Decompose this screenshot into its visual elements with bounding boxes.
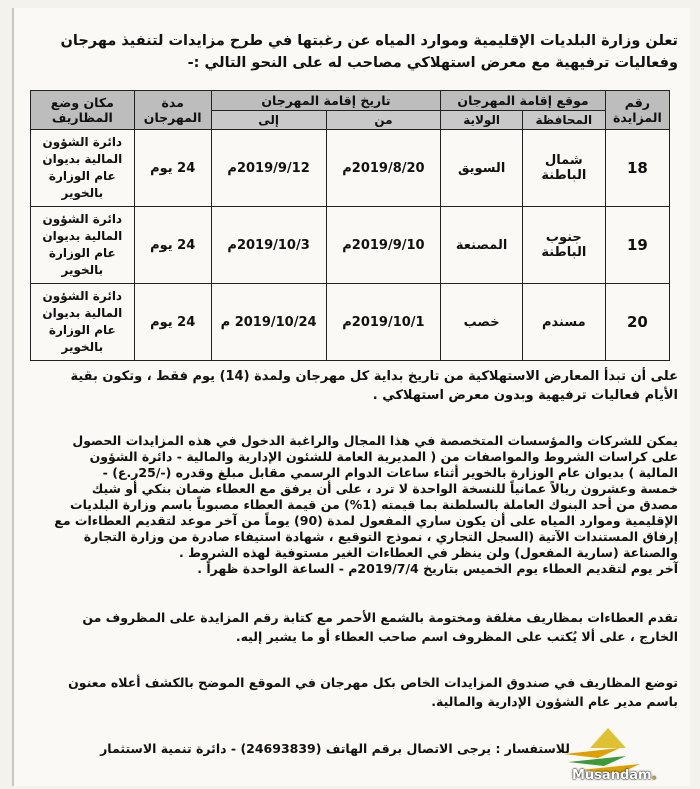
- text-line: توضع المظاريف في صندوق المزايدات الخاص بكل مهرجان في الموقع الموضح بالكشف أعلاه معنون: [68, 675, 678, 690]
- cell-governorate: جنوب الباطنة: [522, 207, 605, 284]
- cell-duration: 24 يوم: [134, 207, 211, 284]
- cell-place: دائرة الشؤون المالية بديوان عام الوزارة بالخوير: [31, 130, 135, 207]
- cell-to: 2019/10/3م: [211, 207, 326, 284]
- cell-governorate: شمال الباطنة: [522, 130, 605, 207]
- table-row: [31, 284, 670, 361]
- header-to: إلى: [211, 111, 326, 130]
- header-location: موقع إقامة المهرجان: [441, 91, 605, 111]
- header-submission-place: مكان وضع المظاريف: [31, 91, 135, 130]
- text-line: الخارج ، على ألا يُكتب على المظروف اسم صاحب العطاء أو ما يشير إليه.: [235, 629, 678, 644]
- text-line: إرفاق المستندات الآتية (السجل التجاري ، نموذج التوقيع ، شهادة استيفاء صادرة من وزارة التجارة: [83, 529, 678, 544]
- header-duration: مدة المهرجان: [134, 91, 211, 130]
- cell-number: 20: [605, 284, 669, 361]
- cell-number: 18: [605, 130, 669, 207]
- table-row: [31, 130, 670, 207]
- text-line: على كراسات الشروط والمواصفات من ( المديرية العامة للشئون الإدارية والمالية - دائرة الشؤون: [89, 449, 678, 464]
- contact-line: للاستفسار : يرجى الاتصال برقم الهاتف (24693839) - دائرة تنمية الاستثمار: [100, 741, 570, 756]
- conditions-paragraph: [42, 433, 678, 577]
- cell-duration: 24 يوم: [134, 130, 211, 207]
- deadline-line: آخر يوم لتقديم العطاء يوم الخميس بتاريخ 2019/7/4م - الساعة الواحدة ظهراً .: [197, 561, 678, 576]
- text-line: الإقليمية وموارد المياه على أن يكون ساري المفعول لمدة (90) يوماً من آخر موعد لتقديم العطاءات مع: [54, 513, 678, 528]
- auction-table: [30, 90, 670, 361]
- text-line: والصناعة (سارية المفعول) ولن ينظر في العطاءات الغير مستوفية لهذه الشروط .: [179, 545, 678, 560]
- header-number: رقم المزايدة: [605, 91, 669, 130]
- cell-wilayat: المصنعة: [441, 207, 523, 284]
- text-line: خمسة وعشرون ريالاً عمانياً للنسخة الواحدة لا ترد ، على أن يرفق مع العطاء ضمان بنكي أو شيك: [91, 481, 678, 496]
- cell-governorate: مسندم: [522, 284, 605, 361]
- watermark-main: Musandam: [572, 768, 652, 783]
- cell-from: 2019/8/20م: [326, 130, 441, 207]
- text-line: مصدق من أحد البنوك العاملة بالسلطنة بما قيمته (1%) من قيمة العطاء مصبوباً باسم وزارة البلديات: [70, 497, 678, 512]
- cell-to: 2019/9/12م: [211, 130, 326, 207]
- cell-wilayat: خصب: [441, 284, 523, 361]
- cell-wilayat: السويق: [441, 130, 523, 207]
- exhibition-note: على أن تبدأ المعارض الاستهلاكية من تاريخ بداية كل مهرجان ولمدة (14) يوم فقط ، وتكون بقية الأيام فعاليات ترفيهية وبدون معرض استهلاكي .: [70, 369, 678, 403]
- cell-from: 2019/9/10م: [326, 207, 441, 284]
- text-line: تقدم العطاءات بمظاريف مغلقة ومختومة بالشمع الأحمر مع كتابة رقم المزايدة على المظروف من: [82, 610, 678, 625]
- header-dates: تاريخ إقامة المهرجان: [211, 91, 441, 111]
- cell-to: 2019/10/24 م: [211, 284, 326, 361]
- cell-place: دائرة الشؤون المالية بديوان عام الوزارة بالخوير: [31, 284, 135, 361]
- header-from: من: [326, 111, 441, 130]
- cell-number: 19: [605, 207, 669, 284]
- text-line: يمكن للشركات والمؤسسات المتخصصة في هذا المجال والراغبة الدخول في هذه المزايدات الحصول: [72, 433, 678, 448]
- sealing-paragraph: [42, 608, 678, 646]
- text-line: المالية ) بديوان عام الوزارة بالخوير أثناء ساعات الدوام الرسمي مقابل مبلغ وقدره (-/25ر.ع) -: [102, 465, 678, 480]
- header-governorate: المحافظة: [522, 111, 605, 130]
- text-line: باسم مدير عام الشؤون الإدارية والمالية.: [431, 694, 678, 709]
- cell-duration: 24 يوم: [134, 284, 211, 361]
- watermark-dot: .: [651, 768, 657, 783]
- cell-place: دائرة الشؤون المالية بديوان عام الوزارة بالخوير: [31, 207, 135, 284]
- submission-paragraph: [42, 673, 678, 711]
- header-wilayat: الولاية: [441, 111, 523, 130]
- table-row: [31, 207, 670, 284]
- cell-from: 2019/10/1م: [326, 284, 441, 361]
- watermark-text: [572, 768, 657, 783]
- intro-text: تعلن وزارة البلديات الإقليمية وموارد المياه عن رغبتها في طرح مزايدات لتنفيذ مهرجان وفعاليات ترفيهية مع معرض استهلاكي مصاحب له على النحو التالي :-: [60, 33, 678, 71]
